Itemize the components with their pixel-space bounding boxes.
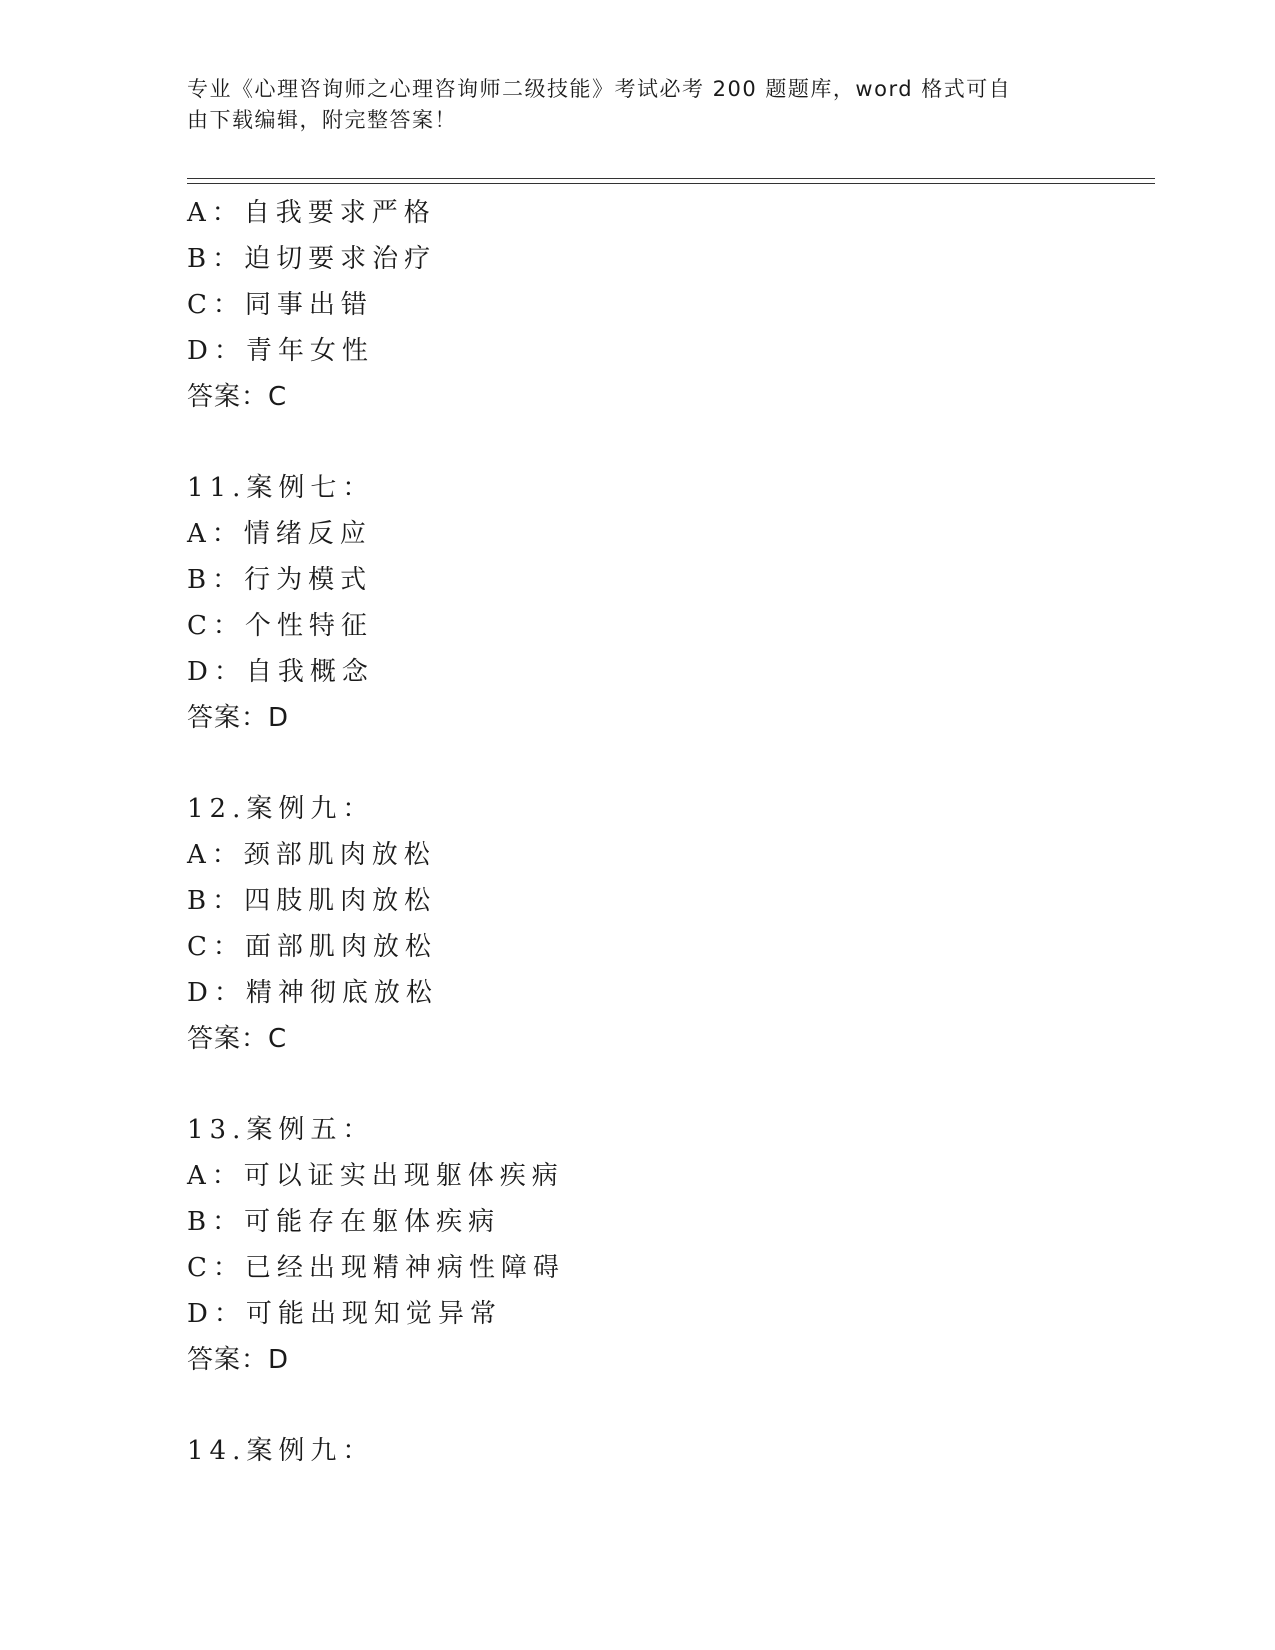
header-divider-top	[187, 178, 1155, 179]
question-title: 12.案例九：	[187, 794, 375, 824]
option-b: B：迫切要求治疗	[187, 244, 437, 274]
option-b: B：可能存在躯体疾病	[187, 1207, 501, 1237]
option-a: A：颈部肌肉放松	[187, 840, 436, 870]
answer-line: 答案：D	[187, 703, 290, 733]
question-block	[187, 786, 1147, 1062]
header-line-1: 专业《心理咨询师之心理咨询师二级技能》考试必考 200 题题库，word 格式可自	[187, 77, 1012, 101]
option-c: C：面部肌肉放松	[187, 932, 437, 962]
option-d: D：自我概念	[187, 657, 374, 687]
answer-line: 答案：C	[187, 1024, 288, 1054]
option-c: C：个性特征	[187, 611, 373, 641]
option-b: B：行为模式	[187, 565, 373, 595]
option-c: C：已经出现精神病性障碍	[187, 1253, 565, 1283]
option-a: A：可以证实出现躯体疾病	[187, 1161, 564, 1191]
option-a: A：情绪反应	[187, 519, 372, 549]
question-list	[187, 190, 1147, 1474]
question-title: 11.案例七：	[187, 473, 375, 503]
question-title: 13.案例五：	[187, 1115, 375, 1145]
option-d: D：可能出现知觉异常	[187, 1299, 502, 1329]
header-line-2: 由下载编辑，附完整答案！	[187, 108, 457, 132]
option-c: C：同事出错	[187, 290, 373, 320]
question-block	[187, 465, 1147, 741]
option-d: D：精神彻底放松	[187, 978, 438, 1008]
question-title: 14.案例九：	[187, 1436, 375, 1466]
option-d: D：青年女性	[187, 336, 374, 366]
document-header	[187, 74, 1067, 136]
question-block	[187, 1107, 1147, 1383]
header-divider-bottom	[187, 183, 1155, 184]
option-b: B：四肢肌肉放松	[187, 886, 437, 916]
question-block	[187, 190, 1147, 420]
question-block	[187, 1428, 1147, 1474]
answer-line: 答案：C	[187, 382, 288, 412]
option-a: A：自我要求严格	[187, 198, 436, 228]
answer-line: 答案：D	[187, 1345, 290, 1375]
